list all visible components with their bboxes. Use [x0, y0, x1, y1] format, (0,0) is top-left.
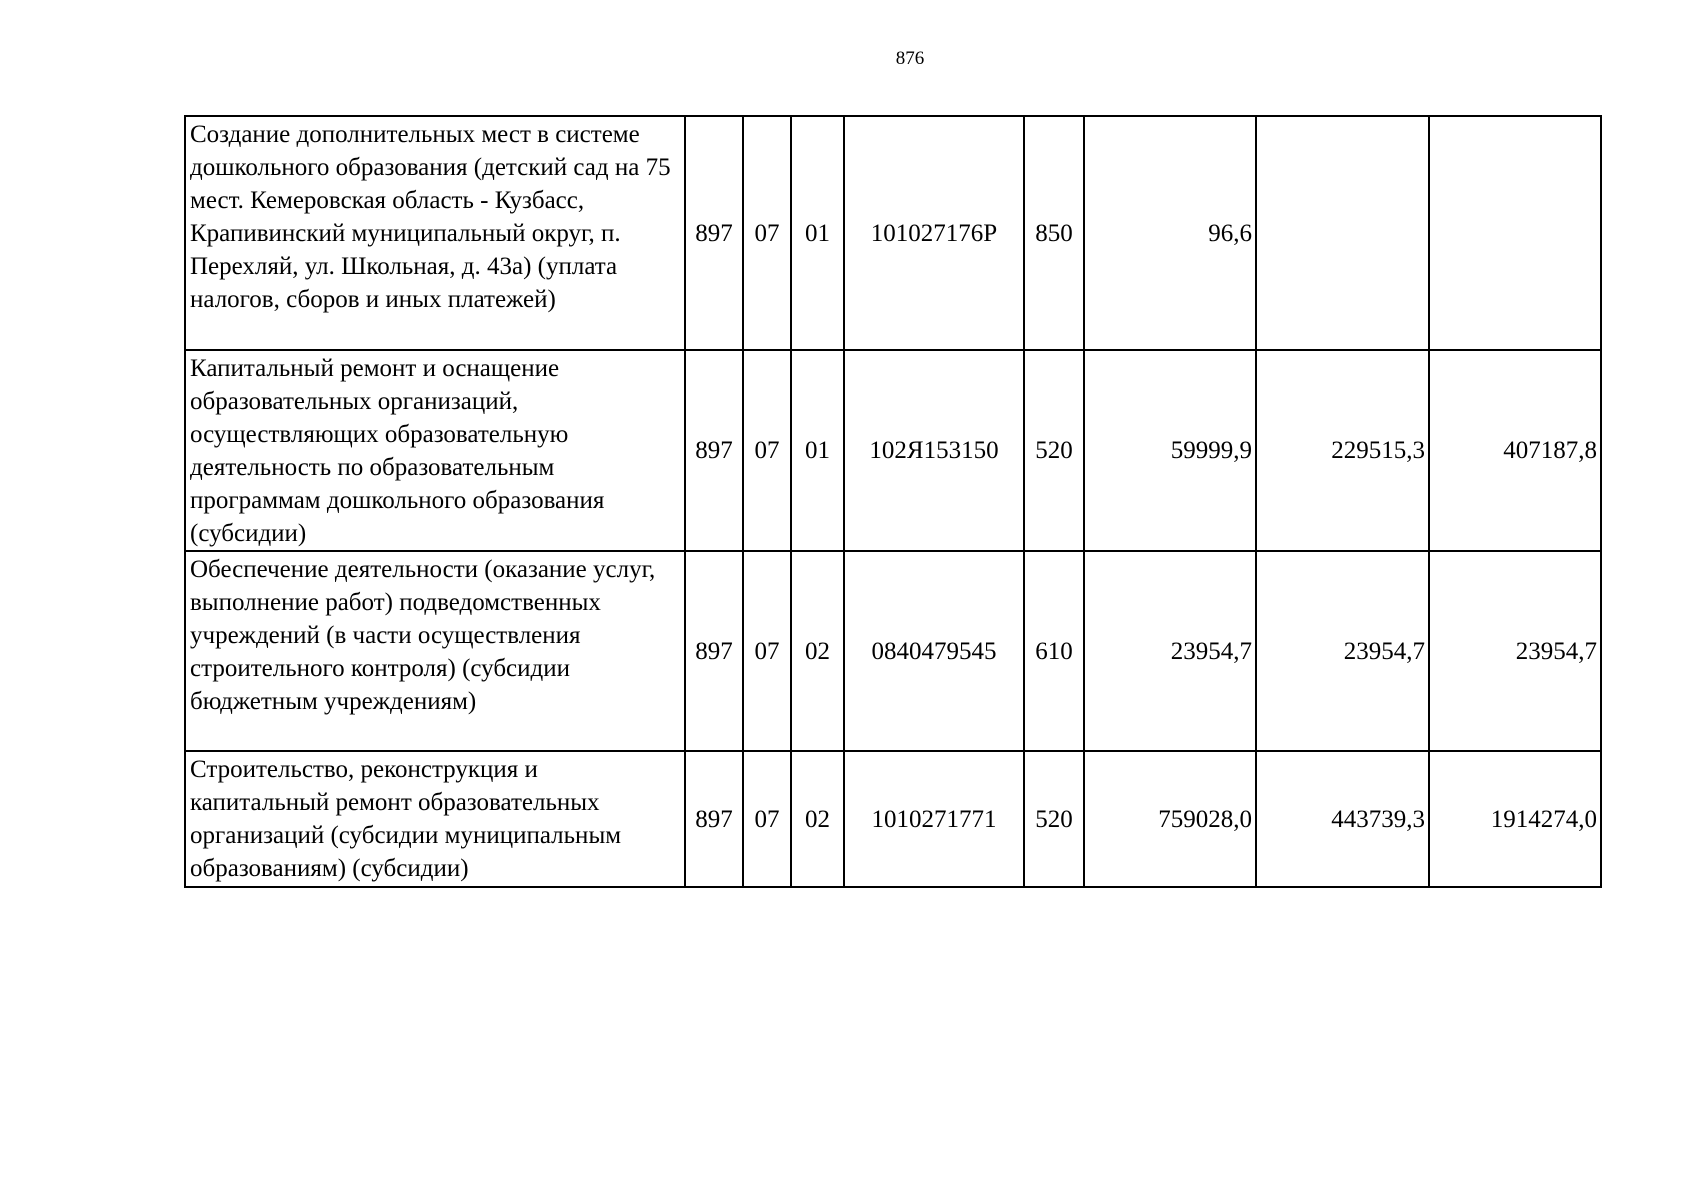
page-number: 876 [895, 48, 925, 69]
amount-1: 23954,7 [1084, 551, 1256, 751]
expense-type-code: 520 [1024, 751, 1084, 887]
section-code: 07 [743, 551, 791, 751]
subsection-code: 02 [791, 551, 844, 751]
table-row [185, 551, 1601, 751]
section-code: 07 [743, 116, 791, 350]
row-description: Строительство, реконструкция и капитальный ремонт образовательных организаций (субсидии муниципальным образованиям) (субсидии) [185, 751, 685, 887]
amount-1: 759028,0 [1084, 751, 1256, 887]
amount-1: 59999,9 [1084, 350, 1256, 551]
amount-3: 23954,7 [1429, 551, 1601, 751]
row-description: Капитальный ремонт и оснащение образовательных организаций, осуществляющих образовательную деятельность по образовательным программам дошкольного образования (субсидии) [185, 350, 685, 551]
amount-2: 443739,3 [1256, 751, 1429, 887]
amount-3: 407187,8 [1429, 350, 1601, 551]
ministry-code: 897 [685, 116, 743, 350]
section-code: 07 [743, 751, 791, 887]
table-row [185, 350, 1601, 551]
row-description: Обеспечение деятельности (оказание услуг, выполнение работ) подведомственных учреждений (в части осуществления строительного контроля) (субсидии бюджетным учреждениям) [185, 551, 685, 751]
target-article-code: 1010271771 [844, 751, 1024, 887]
amount-2: 23954,7 [1256, 551, 1429, 751]
subsection-code: 01 [791, 116, 844, 350]
table-row [185, 751, 1601, 887]
subsection-code: 02 [791, 751, 844, 887]
section-code: 07 [743, 350, 791, 551]
amount-3: 1914274,0 [1429, 751, 1601, 887]
target-article-code: 102Я153150 [844, 350, 1024, 551]
subsection-code: 01 [791, 350, 844, 551]
expense-type-code: 520 [1024, 350, 1084, 551]
amount-2: 229515,3 [1256, 350, 1429, 551]
row-description: Создание дополнительных мест в системе дошкольного образования (детский сад на 75 мест. Кемеровская область - Кузбасс, Крапивинский муниципальный округ, п. Перехляй, ул. Школьная, д. 43а) (уплата налогов, сборов и иных платежей) [185, 116, 685, 350]
target-article-code: 101027176Р [844, 116, 1024, 350]
target-article-code: 0840479545 [844, 551, 1024, 751]
expense-type-code: 850 [1024, 116, 1084, 350]
ministry-code: 897 [685, 551, 743, 751]
expense-type-code: 610 [1024, 551, 1084, 751]
table-row [185, 116, 1601, 350]
ministry-code: 897 [685, 751, 743, 887]
amount-3 [1429, 116, 1601, 350]
amount-1: 96,6 [1084, 116, 1256, 350]
budget-table [184, 115, 1602, 888]
ministry-code: 897 [685, 350, 743, 551]
amount-2 [1256, 116, 1429, 350]
